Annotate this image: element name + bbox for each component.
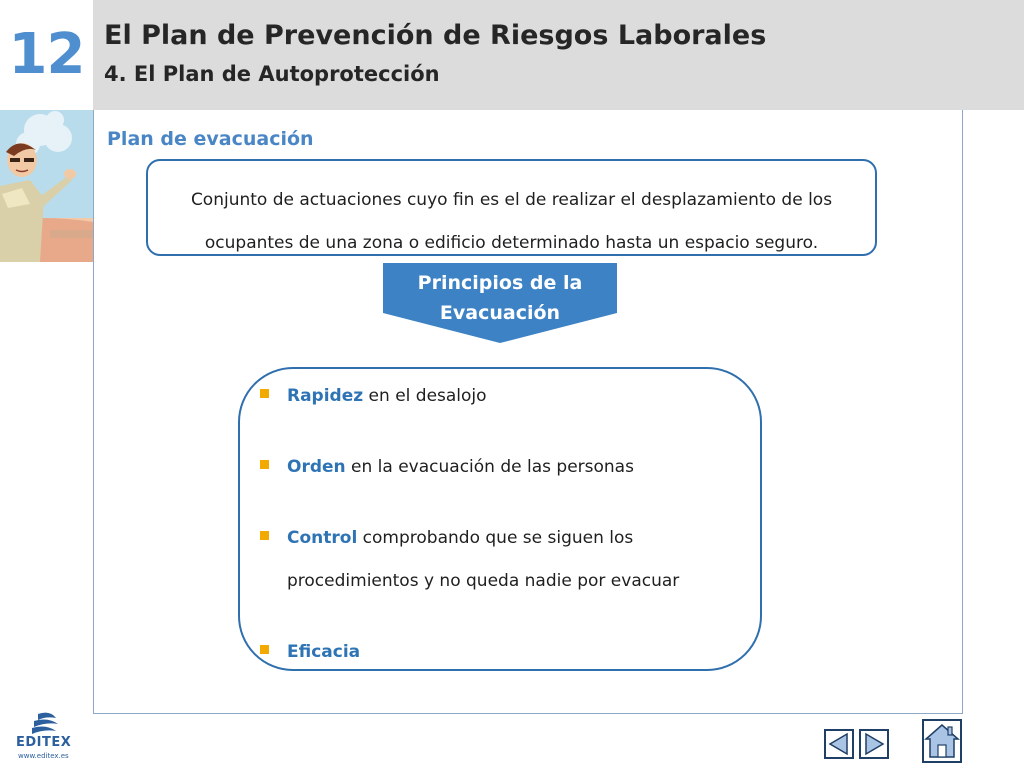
header-bar xyxy=(0,0,1024,110)
principle-text: en el desalojo xyxy=(363,386,487,406)
principle-keyword: Control xyxy=(287,528,358,548)
chapter-box xyxy=(0,0,93,110)
editex-logo-text: EDITEX xyxy=(16,735,72,750)
principles-banner xyxy=(383,263,617,343)
banner-text xyxy=(383,268,617,328)
banner-line-2: Evacuación xyxy=(439,302,561,324)
home-icon xyxy=(922,719,962,763)
bullet-square-icon xyxy=(260,645,269,654)
principle-keyword: Orden xyxy=(287,457,346,477)
triangle-right-icon xyxy=(859,729,889,759)
list-item xyxy=(287,631,747,674)
principle-text: en la evacuación de las personas xyxy=(345,457,634,477)
bullet-square-icon xyxy=(260,389,269,398)
principle-keyword: Eficacia xyxy=(287,642,361,662)
home-button[interactable] xyxy=(922,719,962,763)
bullet-square-icon xyxy=(260,531,269,540)
editex-logo-mark xyxy=(16,712,76,734)
editex-logo-url: www.editex.es xyxy=(18,752,69,760)
banner-line-1: Principios de la xyxy=(417,272,583,294)
next-button[interactable] xyxy=(859,729,889,759)
previous-button[interactable] xyxy=(824,729,854,759)
list-item xyxy=(287,446,747,489)
definition-text: Conjunto de actuaciones cuyo fin es el de realizar el desplazamiento de los ocupantes de una zona o edificio determinado hasta un espacio seguro. xyxy=(190,190,833,253)
chapter-number: 12 xyxy=(8,22,85,87)
triangle-left-icon xyxy=(824,729,854,759)
list-item xyxy=(287,375,747,418)
principle-keyword: Rapidez xyxy=(287,386,364,406)
decorative-illustration xyxy=(0,110,93,262)
principles-box xyxy=(238,367,762,671)
bullet-square-icon xyxy=(260,460,269,469)
definition-box xyxy=(146,159,877,256)
slide-subtitle: 4. El Plan de Autoprotección xyxy=(104,62,440,86)
slide-title: El Plan de Prevención de Riesgos Laborales xyxy=(104,20,767,51)
list-item xyxy=(287,517,747,603)
section-title: Plan de evacuación xyxy=(107,128,314,150)
principle-text: comprobando que se siguen los procedimientos y no queda nadie por evacuar xyxy=(287,528,680,591)
